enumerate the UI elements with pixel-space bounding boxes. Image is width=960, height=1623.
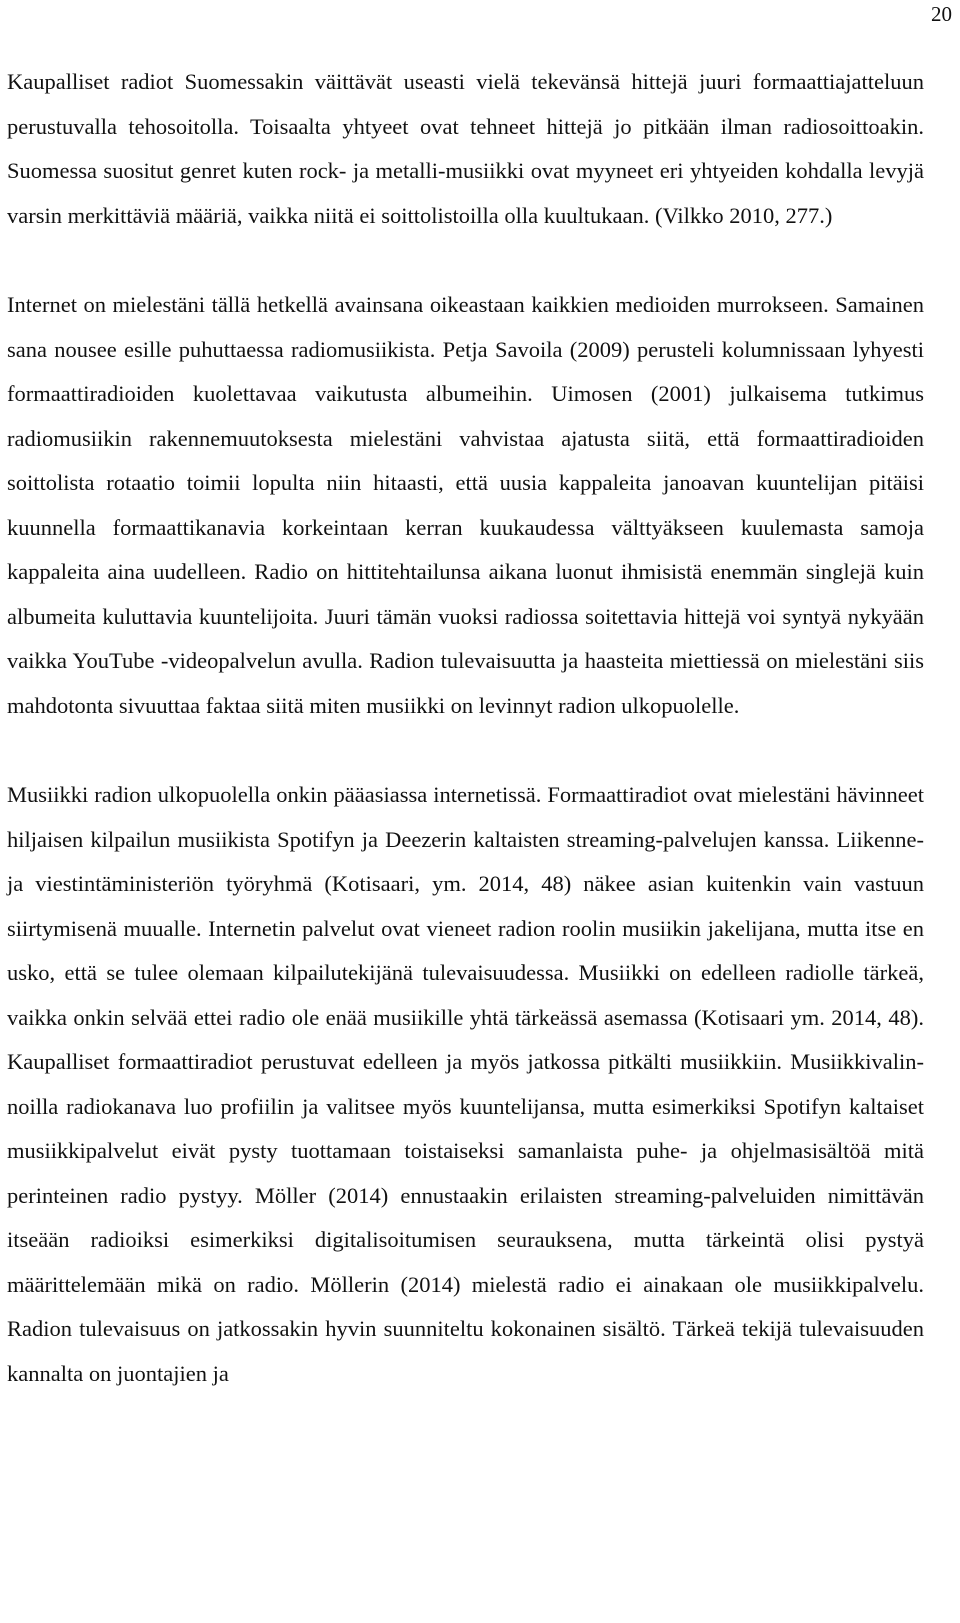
paragraph-internet-key-word: Internet on mielestäni tällä hetkellä avainsana oikeastaan kaikkien medioiden murrokseen. Samainen sana nousee esille puhuttaessa radiomusiikista. Petja Savoila (2009) perusteli kolumnissaan lyhyesti formaattiradioiden kuolettavaa vaikutusta albumeihin. Uimosen (2001) julkaisema tutkimus radiomusiikin rakennemuutoksesta mielestäni vahvistaa ajatusta siitä, että formaattiradioiden soittolista rotaatio toimii lopulta niin hitaasti, että uusia kappaleita janoavan kuuntelijan pitäisi kuunnella formaattikanavia korkeintaan kerran kuukaudessa välttyäkseen kuulemasta samoja kappaleita aina uudelleen. Radio on hittitehtailunsa aikana luonut ihmisistä enemmän singlejä kuin albumeita kuluttavia kuuntelijoita. Juuri tämän vuoksi radiossa soitettavia hittejä voi syntyä nykyään vaikka YouTube -videopalvelun avulla. Radion tulevaisuutta ja haasteita miettiessä on mielestäni siis mahdotonta sivuuttaa faktaa siitä miten musiikki on levinnyt radion ulkopuolelle. [7, 292, 924, 718]
document-body [7, 60, 924, 1396]
paragraph-commercial-radio-hits: Kaupalliset radiot Suomessakin väittävät useasti vielä tekevänsä hittejä juuri formaattiajatteluun perustuvalla tehosoitolla. Toisaalta yhtyeet ovat tehneet hittejä jo pitkään ilman radiosoittoakin. Suomessa suositut genret kuten rock- ja metalli-musiikki ovat myyneet eri yhtyeiden kohdalla levyjä varsin merkittäviä määriä, vaikka niitä ei soittolistoilla olla kuultukaan. (Vilkko 2010, 277.) [7, 69, 924, 228]
paragraph-music-outside-radio: Musiikki radion ulkopuolella onkin pääasiassa internetissä. Formaattiradiot ovat mielestäni hävinneet hiljaisen kilpailun musiikista Spotifyn ja Deezerin kaltaisten streaming-palvelujen kanssa. Liikenne- ja viestintäministeriön työryhmä (Kotisaari, ym. 2014, 48) näkee asian kuitenkin vain vastuun siirtymisenä muualle. Internetin palvelut ovat vieneet radion roolin musiikin jakelijana, mutta itse en usko, että se tulee olemaan kilpailutekijänä tulevaisuudessa. Musiikki on edelleen radiolle tärkeä, vaikka onkin selvää ettei radio ole enää musiikille yhtä tärkeässä asemassa (Kotisaari ym. 2014, 48). Kaupalliset formaattiradiot perustuvat edelleen ja myös jatkossa pitkälti musiikkiin. Musiikkivalinnoilla radiokanava luo profiilin ja valitsee myös kuuntelijansa, mutta esimerkiksi Spotifyn kaltaiset musiikkipalvelut eivät pysty tuottamaan toistaiseksi samanlaista puhe- ja ohjelmasisältöä mitä perinteinen radio pystyy. Möller (2014) ennustaakin erilaisten streaming-palveluiden nimittävän itseään radioiksi esimerkiksi digitalisoitumisen seurauksena, mutta tärkeintä olisi pystyä määrittelemään mikä on radio. Möllerin (2014) mielestä radio ei ainakaan ole musiikkipalvelu. Radion tulevaisuus on jatkossakin hyvin suunniteltu kokonainen sisältö. Tärkeä tekijä tulevaisuuden kannalta on juontajien ja [7, 782, 924, 1386]
page-number: 20 [931, 2, 952, 26]
